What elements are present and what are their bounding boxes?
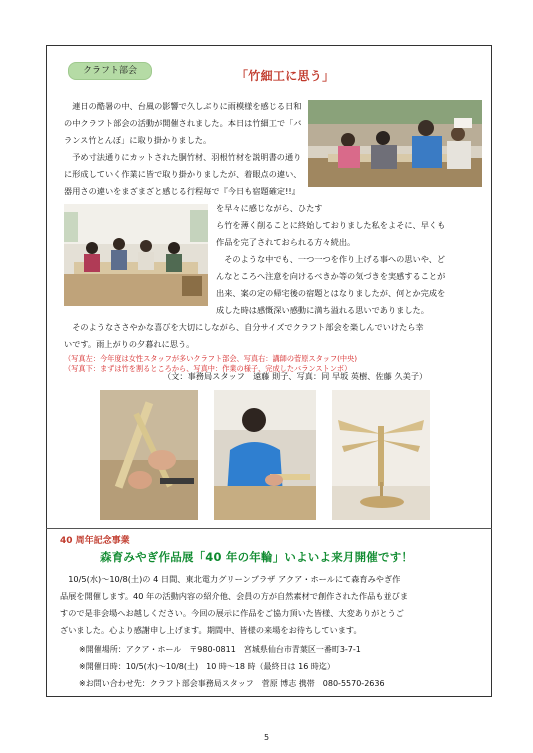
event-body-line: 品展を開催します。40 年の活動内容の紹介他、会員の方が自然素材で創作された作品も並びま (60, 591, 409, 601)
event-contact: ※お問い合わせ先：クラフト部会事務局スタッフ 菅原 博志 携帯 080-5570-2636 (79, 679, 385, 688)
section-badge: クラフト部会 (68, 62, 152, 80)
page-number: 5 (263, 733, 270, 742)
photo-instructor (308, 100, 482, 187)
para1-line: の中クラフト部会の活動が開催されました。本日は竹細工で「バ (64, 118, 302, 128)
para2-line: を早々に感じながら、ひたす (216, 203, 323, 213)
event-body-line: すので是非会場へお越しください。今回の展示に作品をご協力頂いた皆様、大変ありがとうご (60, 608, 404, 618)
para2-line: んなところへ注意を向けるべきか等の気づきを実感することが (216, 271, 446, 281)
article-title: 「竹細工に思う」 (236, 69, 335, 83)
para3-line: そのようなささやかな喜びを大切にしながら、自分サイズでクラフト部会を楽しんでいけたら幸 (64, 322, 424, 332)
photo-working (214, 390, 316, 520)
photo-balance-dragonfly-image (332, 390, 430, 520)
para2-line: そのような中でも、一つ一つを作り上げる事への思いや、ど (216, 254, 446, 264)
photo-caption: （写真左：今年度は女性スタッフが多いクラフト部会、写真右：講師の菅原スタッフ(中央) (64, 354, 358, 363)
event-dates: ※開催日時：10/5(水)～10/8(土) 10 時～18 時（最終日は 16 時迄） (79, 662, 335, 671)
photo-balance-dragonfly (332, 390, 430, 520)
photo-splitting-bamboo (100, 390, 198, 520)
photo-caption: （写真下：まずは竹を割るところから、写真中：作業の様子、完成したバランストンボ） (64, 364, 352, 373)
para2-line: 出来、案の定の帰宅後の宿題とはなりましたが、何とか完成を (216, 288, 446, 298)
para3-line: いです。雨上がりの夕暮れに思う。 (64, 339, 195, 349)
photo-instructor-image (308, 100, 482, 187)
photo-working-image (214, 390, 316, 520)
para1-line: 器用さの違いをまざまざと感じる行程毎で『今日も宿題確定!!』 (64, 186, 300, 196)
para2-line: 成した時は感慨深い感動に満ち溢れる思いでありました。 (216, 305, 429, 315)
photo-group (64, 204, 208, 306)
photo-splitting-bamboo-image (100, 390, 198, 520)
event-venue: ※開催場所：アクア・ホール 〒980-0811 宮城県仙台市青葉区一番町3-7-1 (79, 645, 361, 654)
photo-group-image (64, 204, 208, 306)
para2-line: 作品を完了されておられる方々続出。 (216, 237, 356, 247)
section-label: 40 周年記念事業 (60, 536, 130, 546)
para1-line: 連日の酷暑の中、台風の影響で久しぶりに雨模様を感じる日和 (64, 101, 302, 111)
para1-line: に形成していく作業に皆で取り掛かりましたが、着眼点の違い、 (64, 169, 302, 179)
event-body-line: 10/5(水)～10/8(土)の 4 日間、東北電力グリーンプラザ アクア・ホールにて森育みやぎ作 (60, 574, 401, 584)
event-body-line: ざいました。心より感謝申し上げます。期間中、皆様の来場をお待ちしています。 (60, 625, 362, 635)
para1-line: 予め寸法通りにカットされた胴竹材、羽根竹材を説明書の通り (64, 152, 302, 162)
para2-line: ら竹を薄く削ることに終始しておりました私をよそに、早くも (216, 220, 446, 230)
section-title: 森育みやぎ作品展「40 年の年輪」いよいよ来月開催です！ (100, 550, 414, 564)
section-divider (46, 528, 492, 529)
para1-line: ランス竹とんぼ」に取り掛かりました。 (64, 135, 212, 145)
article-credit: （文：事務局スタッフ 遠藤 則子、写真：同 早坂 英樹、佐藤 久美子） (163, 371, 428, 381)
